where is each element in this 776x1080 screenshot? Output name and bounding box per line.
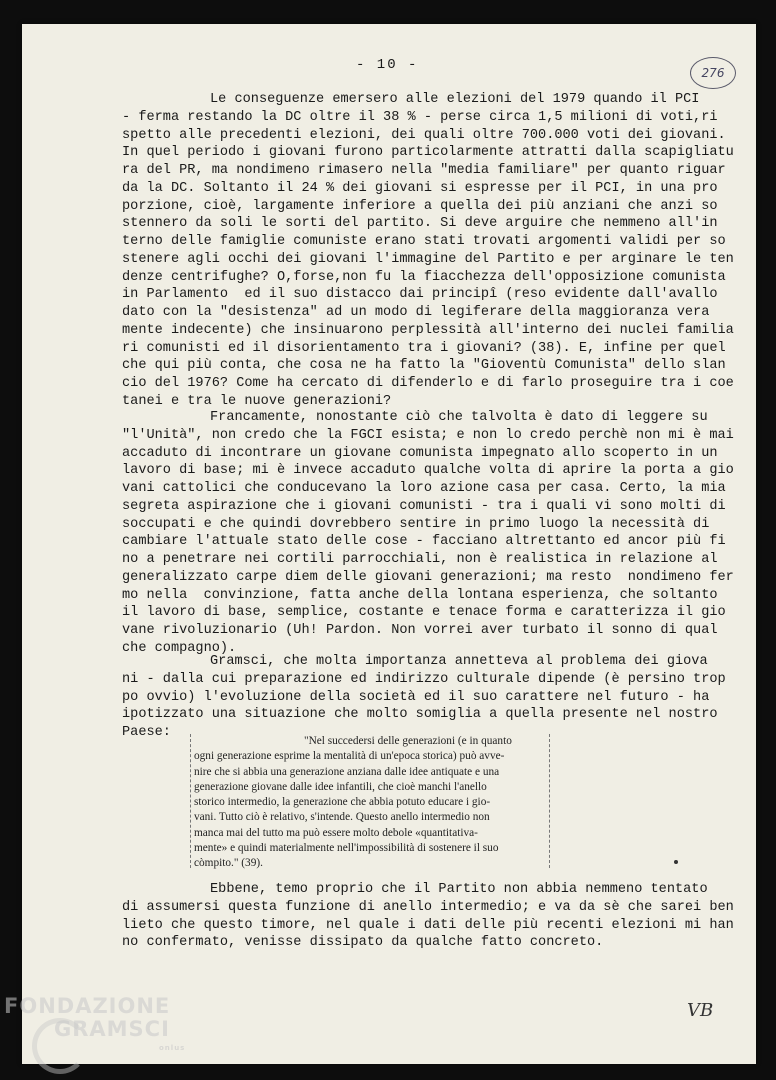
text-line: ipotizzato una situazione che molto somiglia a quella presente nel nostro xyxy=(122,707,718,723)
text-line: Francamente, nonostante ciò che talvolta è dato di leggere su xyxy=(210,410,708,425)
quote-line: ogni generazione esprime la mentalità di un'epoca storica) può avve- xyxy=(194,750,505,763)
text-line: Ebbene, temo proprio che il Partito non abbia nemmeno tentato xyxy=(210,882,708,897)
text-line: in Parlamento ed il suo distacco dai principî (reso evidente dall'avallo xyxy=(122,287,718,303)
text-line: che qui più conta, che cosa ne ha fatto la "Gioventù Comunista" dello slan xyxy=(122,358,726,374)
paragraph-3 xyxy=(122,653,726,742)
text-line: ni - dalla cui preparazione ed indirizzo culturale dipende (è persino trop xyxy=(122,671,726,687)
text-line: "l'Unità", non credo che la FGCI esista; e non lo credo perchè non mi è mai xyxy=(122,427,734,443)
text-line: il lavoro di base, semplice, costante e tenace forma e caratterizza il gio xyxy=(122,605,726,621)
text-line: spetto alle precedenti elezioni, dei quali oltre 700.000 voti dei giovani. xyxy=(122,127,726,143)
text-line: In quel periodo i giovani furono particolarmente attratti dalla scapigliatu xyxy=(122,145,734,161)
watermark-line-2: GRAMSCI xyxy=(54,1017,170,1041)
text-line: soccupati e che quindi dovrebbero sentire in primo luogo la necessità di xyxy=(122,516,710,532)
paragraph-4 xyxy=(122,881,734,952)
text-line: di assumersi questa funzione di anello intermedio; e va da sè che sarei ben xyxy=(122,899,734,915)
ink-dot xyxy=(674,860,678,864)
text-line: vane rivoluzionario (Uh! Pardon. Non vorrei aver turbato il sonno di qual xyxy=(122,623,718,638)
text-line: porzione, cioè, largamente inferiore a quella dei più anziani che anzi so xyxy=(122,198,718,214)
text-line: stennero da soli le sorti del partito. Si deve arguire che nemmeno all'in xyxy=(122,216,718,232)
text-line: lieto che questo timore, nel quale i dati delle più recenti elezioni mi han xyxy=(122,917,734,933)
text-line: cio del 1976? Come ha cercato di difenderlo e di farlo proseguire tra i coe xyxy=(122,376,734,391)
text-line: - ferma restando la DC oltre il 38 % - perse circa 1,5 milioni di voti,ri xyxy=(122,109,718,125)
text-line: ra del PR, ma nondimeno rimasero nella "media familiare" per quanto riguar xyxy=(122,163,726,178)
text-line: tanei e tra le nuove generazioni? xyxy=(122,393,392,409)
text-line: no confermato, venisse dissipato da qualche fatto concreto. xyxy=(122,935,604,951)
text-line: stenere agli occhi dei giovani l'immagine del Partito e per arginare le ten xyxy=(122,251,734,267)
watermark-line-1: FONDAZIONE xyxy=(4,994,171,1018)
text-line: cambiare l'attuale stato delle cose - facciano altrettanto ed ancor più fi xyxy=(122,534,726,550)
text-line: vani cattolici che conducevano la loro azione casa per casa. Certo, la mia xyxy=(122,481,726,496)
text-line: da la DC. Soltanto il 24 % dei giovani si espresse per il PCI, in una pro xyxy=(122,180,718,196)
watermark xyxy=(4,995,185,1060)
text-line: mente indecente) che insinuarono perplessità all'interno dei nuclei familia xyxy=(122,322,734,338)
text-line: no a penetrare nei cortili parrocchiali, non è realistica in relazione al xyxy=(122,552,718,567)
text-line: Le conseguenze emersero alle elezioni del 1979 quando il PCI xyxy=(210,92,700,107)
paragraph-1 xyxy=(122,91,734,411)
quote-line: "Nel succedersi delle generazioni (e in quanto xyxy=(304,735,512,747)
text-line: lavoro di base; mi è invece accaduto qualche volta di aprire la porta a gio xyxy=(122,463,734,479)
text-line: dato con la "desistenza" ad un modo di legiferare della maggioranza vera xyxy=(122,305,710,320)
quote-line: vani. Tutto ciò è relativo, s'intende. Questo anello intermedio non xyxy=(194,811,490,824)
gramsci-quotation xyxy=(190,734,550,868)
archive-number-stamp: 276 xyxy=(690,57,736,89)
handwritten-initials: VB xyxy=(687,1000,714,1021)
text-line: accaduto di incontrare un giovane comunista impegnato allo scoperto in un xyxy=(122,445,718,461)
text-line: po ovvio) l'evoluzione della società ed il suo carattere nel futuro - ha xyxy=(122,689,710,705)
text-line: generalizzato carpe diem delle giovani generazioni; ma resto nondimeno fer xyxy=(122,569,734,585)
text-line: denze centrifughe? O,forse,non fu la fiacchezza dell'opposizione comunista xyxy=(122,269,726,285)
quote-line: generazione giovane dalle idee infantili, che cioè manchi l'anello xyxy=(194,780,487,793)
text-line: ri comunisti ed il disorientamento tra i giovani? (38). E, infine per quel xyxy=(122,340,726,356)
text-line: segreta aspirazione che i giovani comunisti - tra i quali vi sono molti di xyxy=(122,498,726,514)
quote-line: còmpito." (39). xyxy=(194,857,263,870)
watermark-line-3: onlus xyxy=(159,1044,186,1052)
paragraph-2 xyxy=(122,409,734,658)
text-line: Gramsci, che molta importanza annetteva al problema dei giova xyxy=(210,654,708,669)
quote-line: nire che si abbia una generazione anziana dalle idee antiquate e una xyxy=(194,765,500,778)
text-line: Paese: xyxy=(122,725,171,740)
page-number: - 10 - xyxy=(356,57,419,73)
quote-line: mente» e quindi materialmente nell'impossibilità di sostenere il suo xyxy=(194,842,499,855)
quote-line: storico intermedio, la generazione che abbia potuto educare i gio- xyxy=(194,796,491,809)
quote-line: manca mai del tutto ma può essere molto debole «quantitativa- xyxy=(194,826,478,839)
text-line: che compagno). xyxy=(122,640,237,656)
text-line: terno delle famiglie comuniste erano stati trovati argomenti validi per so xyxy=(122,234,726,249)
text-line: mo nella convinzione, fatta anche della lontana esperienza, che soltanto xyxy=(122,587,718,603)
